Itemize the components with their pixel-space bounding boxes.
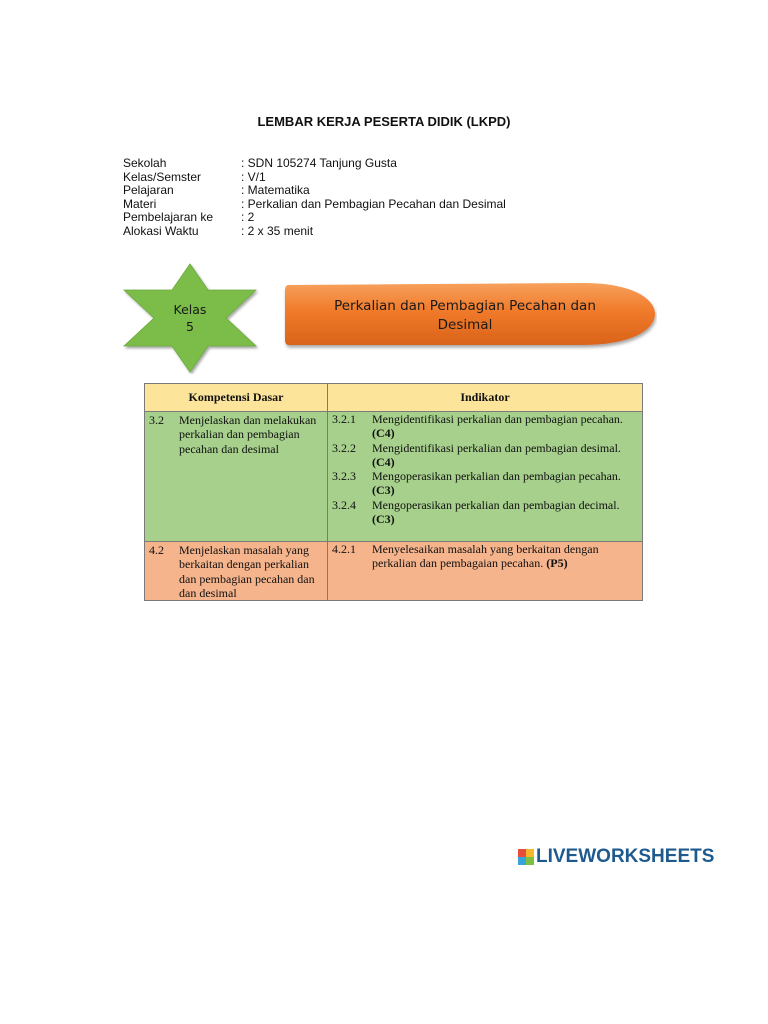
class-number: 5: [186, 319, 194, 334]
logo-text: LIVEWORKSHEETS: [536, 846, 715, 867]
indicator-item: [328, 469, 642, 498]
table-row: [145, 542, 643, 601]
info-value: : SDN 105274 Tanjung Gusta: [241, 156, 397, 170]
indicator-text: Mengoperasikan perkalian dan pembagian decimal.: [372, 497, 620, 512]
info-row: [123, 157, 506, 171]
indicator-text: Menyelesaikan masalah yang berkaitan dengan perkalian dan pembagaian pecahan.: [372, 542, 599, 571]
indicator-level: (C3): [372, 483, 395, 498]
info-value: : V/1: [241, 169, 266, 184]
table-row: [145, 412, 643, 542]
indicator-number: 3.2.3: [332, 469, 356, 484]
indicator-number: 3.2.1: [332, 412, 356, 426]
info-row: [123, 171, 506, 185]
indicator-item: [328, 498, 642, 527]
indicator-cell: [328, 542, 643, 601]
info-label: Alokasi Waktu: [123, 223, 199, 238]
info-row: [123, 184, 506, 198]
info-label: Materi: [123, 196, 157, 211]
indicator-text: Mengidentifikasi perkalian dan pembagian pecahan.: [372, 412, 623, 426]
indicator-text: Mengoperasikan perkalian dan pembagian pecahan.: [372, 469, 621, 484]
document-title: LEMBAR KERJA PESERTA DIDIK (LKPD): [257, 114, 511, 129]
info-value: : Matematika: [241, 183, 310, 198]
indicator-level: (C4): [372, 426, 395, 441]
indicator-level: (C4): [372, 454, 395, 469]
kd-number: 3.2: [149, 413, 164, 427]
info-label: Kelas/Semster: [123, 169, 202, 184]
liveworksheets-icon: [518, 849, 534, 865]
kd-cell: [145, 412, 328, 542]
info-row: [123, 225, 506, 239]
info-label: Pembelajaran ke: [123, 210, 214, 225]
header-indikator: Indikator: [328, 384, 643, 412]
liveworksheets-logo: [518, 846, 714, 868]
competency-table: [144, 383, 643, 601]
info-row: [123, 211, 506, 225]
indicator-item: [328, 412, 642, 441]
indicator-item: [328, 542, 642, 571]
class-label: [150, 301, 230, 335]
indicator-level: (C3): [372, 512, 395, 527]
info-label: Pelajaran: [123, 183, 174, 198]
indicator-item: [328, 441, 642, 470]
kd-number: 4.2: [149, 543, 164, 557]
topic-line2: Desimal: [437, 317, 493, 333]
table-header-row: [145, 384, 643, 412]
indicator-text: Mengidentifikasi perkalian dan pembagian desimal.: [372, 440, 621, 455]
info-value: : 2: [241, 210, 255, 225]
indicator-level: (P5): [546, 556, 568, 571]
indicator-number: 4.2.1: [332, 542, 356, 556]
kd-text: Menjelaskan dan melakukan perkalian dan pembagian pecahan dan desimal: [179, 413, 317, 456]
indicator-number: 3.2.4: [332, 497, 356, 512]
topic-line1: Perkalian dan Pembagian Pecahan dan: [334, 298, 596, 314]
indicator-cell: [328, 412, 643, 542]
info-label: Sekolah: [123, 156, 167, 170]
header-kompetensi: Kompetensi Dasar: [145, 384, 328, 412]
info-block: [123, 157, 506, 239]
info-row: [123, 198, 506, 212]
topic-banner-text: [290, 297, 640, 335]
indicator-number: 3.2.2: [332, 440, 356, 455]
kd-cell: [145, 542, 328, 601]
info-value: : Perkalian dan Pembagian Pecahan dan Desimal: [241, 196, 506, 211]
kd-text: Menjelaskan masalah yang berkaitan dengan perkalian dan pembagian pecahan dan dan desimal: [179, 543, 315, 600]
info-value: : 2 x 35 menit: [241, 223, 314, 238]
class-label-line1: Kelas: [173, 302, 207, 317]
